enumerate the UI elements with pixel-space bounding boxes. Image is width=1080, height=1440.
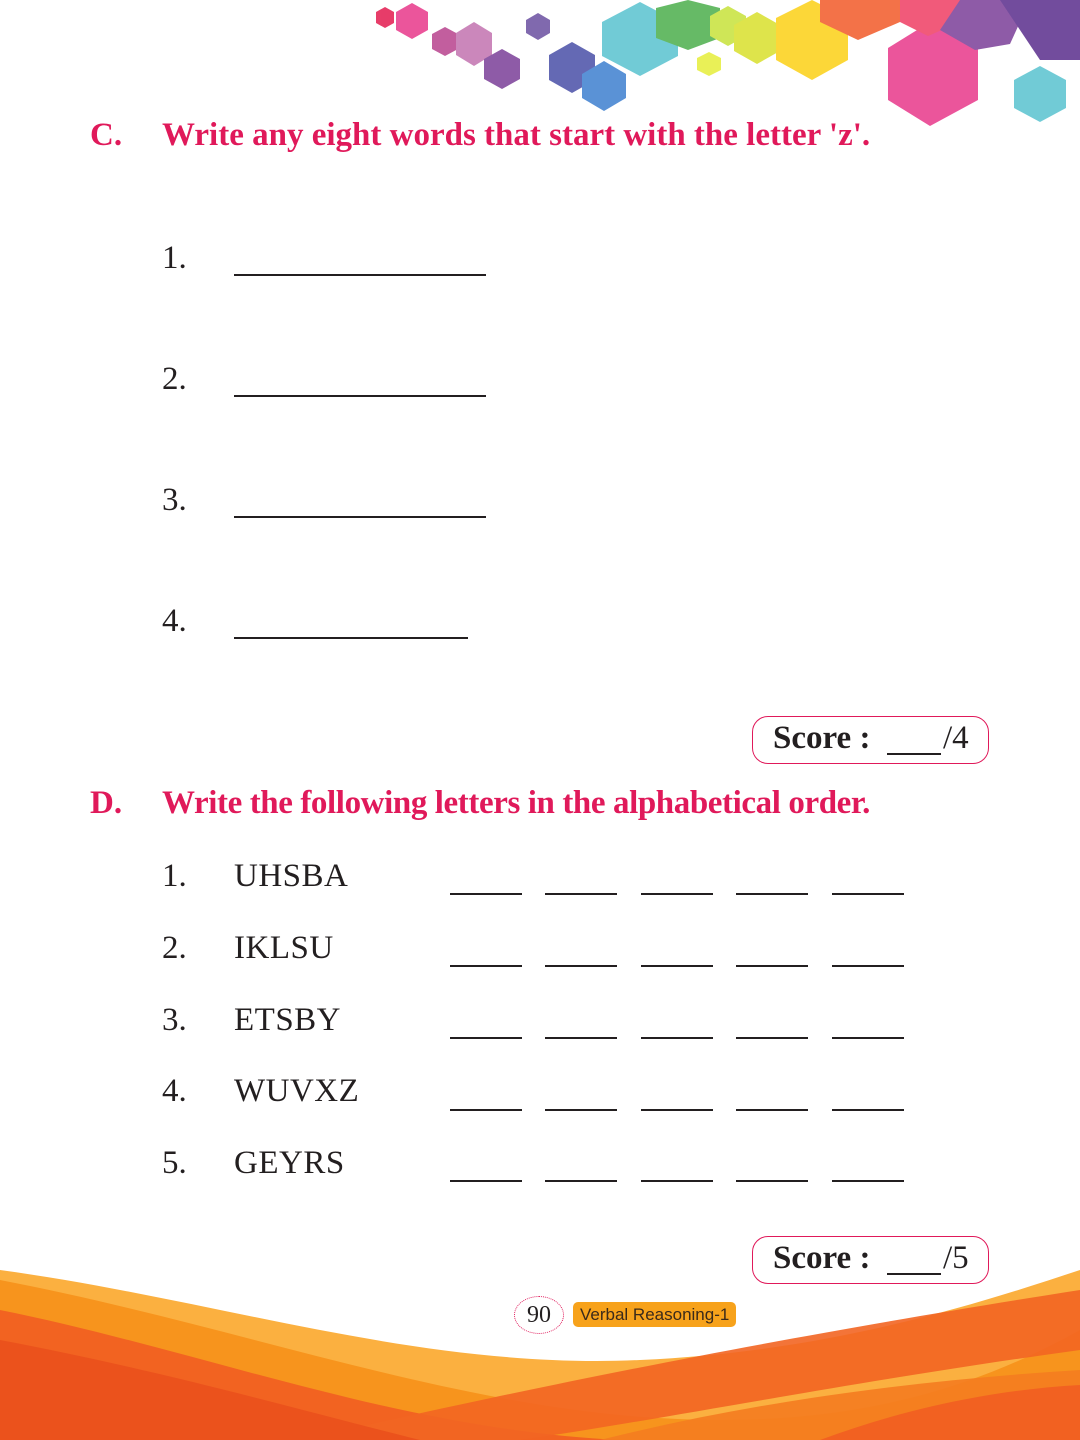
section-d-item-2-blank-1[interactable] — [450, 965, 522, 967]
section-d-score-box — [752, 1236, 989, 1284]
section-d-score-max: /5 — [943, 1240, 969, 1276]
section-c-item-4-answer-line[interactable] — [234, 637, 468, 639]
section-d-item-2-number: 2. — [162, 930, 187, 966]
section-d-item-2-letters: IKLSU — [234, 930, 334, 966]
section-d-item-5-letters: GEYRS — [234, 1145, 345, 1181]
section-c-score-box — [752, 716, 989, 764]
section-d-score-label: Score : — [773, 1240, 871, 1276]
section-c-score-blank[interactable] — [887, 753, 941, 755]
section-d-item-5-blank-4[interactable] — [736, 1180, 808, 1182]
section-d-letter: D. — [90, 785, 123, 821]
section-c-instruction: Write any eight words that start with the letter 'z'. — [162, 117, 871, 153]
section-d-item-1-blank-5[interactable] — [832, 893, 904, 895]
section-d-item-4-number: 4. — [162, 1073, 187, 1109]
section-c-item-3-answer-line[interactable] — [234, 516, 486, 518]
section-d-item-4-blank-4[interactable] — [736, 1109, 808, 1111]
book-title-tag: Verbal Reasoning-1 — [573, 1302, 736, 1327]
section-d-item-4-blank-5[interactable] — [832, 1109, 904, 1111]
section-d-item-1-letters: UHSBA — [234, 858, 349, 894]
section-d-item-3-blank-3[interactable] — [641, 1037, 713, 1039]
section-d-item-3-number: 3. — [162, 1002, 187, 1038]
section-d-item-5-blank-3[interactable] — [641, 1180, 713, 1182]
section-c-item-2-answer-line[interactable] — [234, 395, 486, 397]
section-c-item-4-number: 4. — [162, 603, 187, 639]
section-d-item-1-blank-2[interactable] — [545, 893, 617, 895]
section-d-item-1-number: 1. — [162, 858, 187, 894]
page-number: 90 — [514, 1296, 564, 1334]
section-d-item-1-blank-4[interactable] — [736, 893, 808, 895]
section-c-item-3-number: 3. — [162, 482, 187, 518]
section-d-item-4-letters: WUVXZ — [234, 1073, 360, 1109]
section-d-item-4-blank-3[interactable] — [641, 1109, 713, 1111]
section-c-item-2-number: 2. — [162, 361, 187, 397]
section-c-heading — [90, 117, 990, 157]
section-c-score-max: /4 — [943, 720, 969, 756]
section-d-item-5-number: 5. — [162, 1145, 187, 1181]
section-c-letter: C. — [90, 117, 123, 153]
section-d-item-2-blank-3[interactable] — [641, 965, 713, 967]
hexagon-decoration — [0, 0, 1080, 130]
section-d-heading — [90, 785, 990, 825]
section-c-score-label: Score : — [773, 720, 871, 756]
section-d-item-5-blank-5[interactable] — [832, 1180, 904, 1182]
section-d-item-2-blank-5[interactable] — [832, 965, 904, 967]
section-c-item-1-number: 1. — [162, 240, 187, 276]
section-d-item-3-letters: ETSBY — [234, 1002, 342, 1038]
section-d-item-5-blank-2[interactable] — [545, 1180, 617, 1182]
section-d-instruction: Write the following letters in the alphabetical order. — [162, 785, 870, 821]
section-d-item-3-blank-1[interactable] — [450, 1037, 522, 1039]
section-d-item-4-blank-1[interactable] — [450, 1109, 522, 1111]
section-d-item-3-blank-4[interactable] — [736, 1037, 808, 1039]
section-d-item-2-blank-2[interactable] — [545, 965, 617, 967]
section-c-item-1-answer-line[interactable] — [234, 274, 486, 276]
section-d-score-blank[interactable] — [887, 1273, 941, 1275]
section-d-item-1-blank-1[interactable] — [450, 893, 522, 895]
section-d-item-2-blank-4[interactable] — [736, 965, 808, 967]
section-d-item-4-blank-2[interactable] — [545, 1109, 617, 1111]
section-d-item-5-blank-1[interactable] — [450, 1180, 522, 1182]
section-d-item-1-blank-3[interactable] — [641, 893, 713, 895]
section-d-item-3-blank-2[interactable] — [545, 1037, 617, 1039]
section-d-item-3-blank-5[interactable] — [832, 1037, 904, 1039]
